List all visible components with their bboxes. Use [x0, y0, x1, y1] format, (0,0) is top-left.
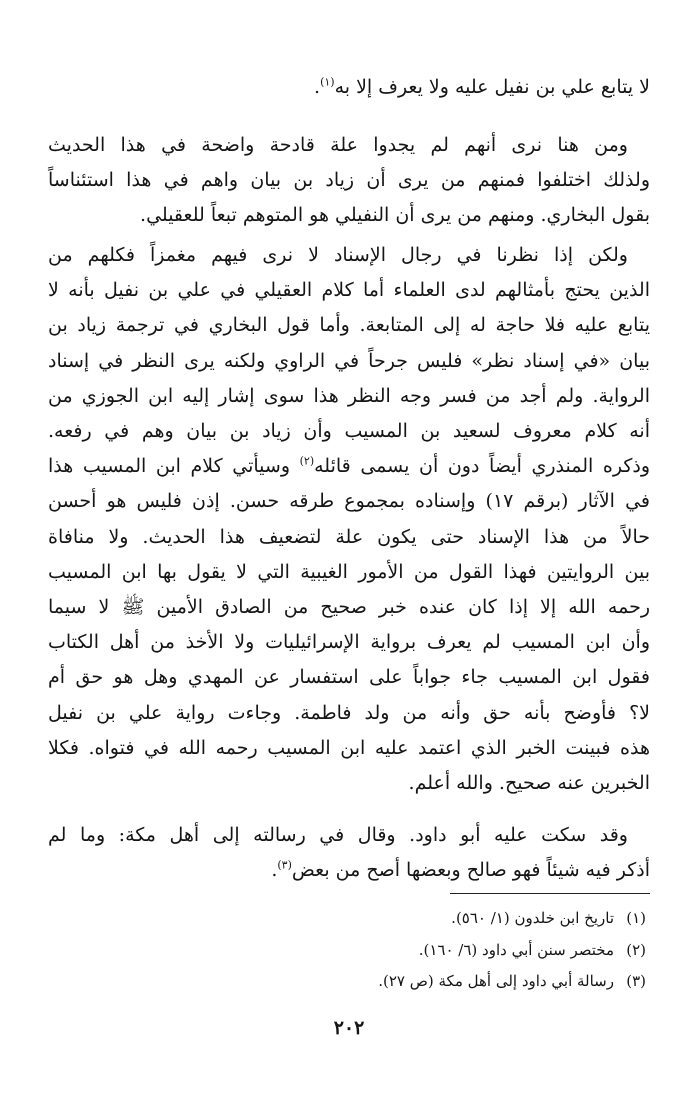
footnote-1	[48, 903, 646, 935]
text-line: فقول ابن المسيب جاء جواباً على استفسار عن المهدي وهل هو حق أم	[48, 666, 650, 689]
text-line: لا يتابع علي بن نفيل عليه ولا يعرف إلا به$^{(١)}$.	[314, 75, 650, 98]
text-line: وذكره المنذري أيضاً دون أن يسمى قائله$^{(٢)}$ وسيأتي كلام ابن المسيب هذا	[48, 454, 650, 478]
footnote-ref-3[interactable]: (٣)	[277, 858, 292, 872]
text-line: أذكر فيه شيئاً فهو صالح وبعضها أصح من بعض$^{(٣)}$.	[271, 858, 650, 882]
footnote-number: (٢)	[626, 940, 646, 959]
footnote-ref-2[interactable]: (٢)	[299, 454, 315, 468]
text-line: لا؟ فأوضح بأنه حق وأنه من ولد فاطمة. وجاءت رواية علي بن نفيل	[48, 701, 650, 724]
text-line: ومن هنا نرى أنهم لم يجدوا علة قادحة واضحة في هذا الحديث	[48, 134, 628, 156]
paragraph-3	[48, 238, 650, 801]
page-number: ٢٠٢	[333, 1017, 365, 1039]
paragraph-2	[48, 128, 650, 234]
footnote-3	[48, 966, 646, 998]
text-line: رحمه الله إلا إذا كان عنده خبر صحيح من الصادق الأمين ﷺ لا سيما	[48, 596, 650, 619]
text-line: حالاً من هذا الإسناد حتى يكون علة لتضعيف هذا الحديث. ولا منافاة	[48, 525, 650, 548]
text-line: الذين يحتج بأمثالهم لدى العلماء أما كلام العقيلي في علي بن نفيل بأنه لا	[48, 279, 650, 302]
text-line: وقد سكت عليه أبو داود. وقال في رسالته إلى أهل مكة: وما لم	[48, 824, 628, 846]
footnote-text: تاريخ ابن خلدون (١/ ٥٦٠).	[451, 909, 614, 927]
footnotes	[48, 903, 646, 998]
footnote-number: (٣)	[626, 972, 646, 990]
paragraph-1	[48, 70, 650, 105]
text-line: أنه كلام معروف لسعيد بن المسيب وأن زياد بن بيان وهم في رفعه.	[48, 420, 650, 443]
text-line: الرواية. ولم أجد من فسر وجه النظر هذا سوى إشار إليه ابن الجوزي من	[48, 384, 650, 407]
footnote-text: مختصر سنن أبي داود (٦/ ١٦٠).	[418, 940, 614, 959]
footnote-ref-1[interactable]: (١)	[320, 75, 335, 89]
footnote-number: (١)	[626, 909, 646, 927]
text-line: بقول البخاري. ومنهم من يرى أن النفيلي هو المتوهم تبعاً للعقيلي.	[140, 204, 650, 227]
footnote-2	[48, 935, 646, 967]
text-line: ولكن إذا نظرنا في رجال الإسناد لا نرى فيهم مغمزاً فكلهم من	[48, 244, 628, 266]
text-line: في الآثار (برقم ١٧) وإسناده بمجموع طرقه حسن. إذن فليس هو أحسن	[48, 490, 650, 513]
paragraph-4	[48, 818, 650, 888]
text-line: يتابع عليه فلا حاجة له إلى المتابعة. وأما قول البخاري في ترجمة زياد بن	[48, 314, 650, 337]
text-line: الخبرين عنه صحيح. والله أعلم.	[408, 772, 650, 795]
footnote-text: رسالة أبي داود إلى أهل مكة (ص ٢٧).	[378, 972, 614, 990]
text-line: بيان «في إسناد نظر» فليس جرحاً في الراوي ولكنه يرى النظر في إسناد	[48, 349, 650, 372]
text-line: ولذلك اختلفوا فمنهم من يرى أن زياد بن بيان واهم في هذا استئناساً	[48, 169, 650, 192]
footnote-divider	[450, 893, 650, 894]
text-line: وأن ابن المسيب لم يعرف برواية الإسرائيليات ولا الأخذ من أهل الكتاب	[48, 631, 650, 654]
text-line: بين الروايتين فهذا القول من الأمور الغيبية التي لا يقول بها ابن المسيب	[48, 560, 650, 583]
text-line: هذه فبينت الخبر الذي اعتمد عليه ابن المسيب رحمه الله في فتواه. فكلا	[48, 736, 650, 759]
